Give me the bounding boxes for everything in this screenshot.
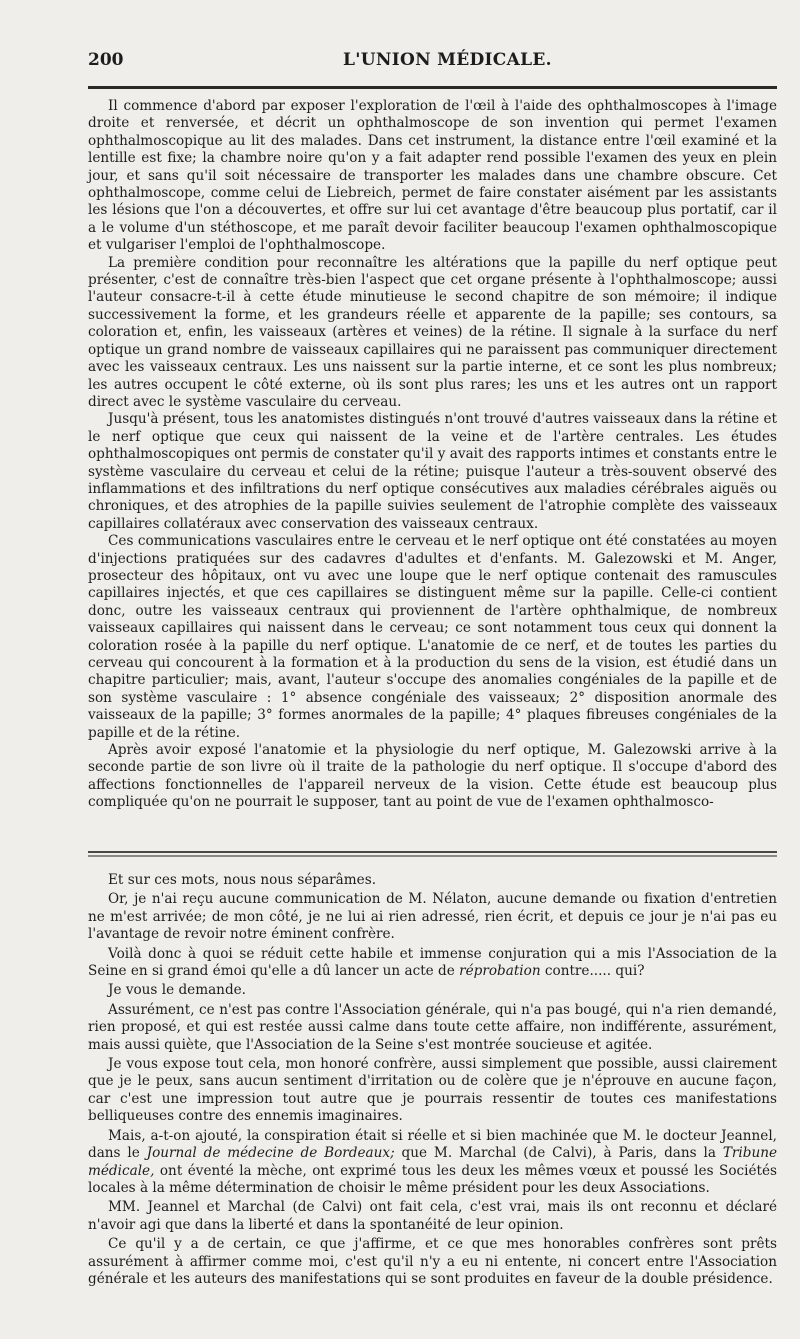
- review-paragraph: Jusqu'à présent, tous les anatomistes distingués n'ont trouvé d'autres vaisseaux dans la rétine et le nerf optique que ceux qui naissent de la veine et de l'artère centrales. Les études ophthalmoscopiques ont permis de constater qu'il y avait des rapports intimes et constants entre le système vasculaire du cerveau et celui de la rétine; puisque l'auteur a très-souvent observé des inflammations et des infiltrations du nerf optique consécutives aux maladies cérébrales aiguës ou chroniques, et des atrophies de la papille suivies seulement de l'atrophie complète des vaisseaux capillaires collatéraux avec conservation des vaisseaux centraux.: [88, 411, 777, 532]
- header-rule: [88, 86, 777, 89]
- review-paragraph: Après avoir exposé l'anatomie et la physiologie du nerf optique, M. Galezowski arrive à la seconde partie de son livre où il traite de la pathologie du nerf optique. Il s'occupe d'abord des affections fonctionnelles de l'appareil nerveux de la vision. Cette étude est beaucoup plus compliquée qu'on ne pourrait le supposer, tant au point de vue de l'examen ophthalmosco-: [88, 742, 777, 811]
- page-header: [88, 50, 777, 78]
- review-paragraph: Ces communications vasculaires entre le cerveau et le nerf optique ont été constatées au moyen d'injections pratiquées sur des cadavres d'adultes et d'enfants. M. Galezowski et M. Anger, prosecteur des hôpitaux, ont vu avec une loupe que le nerf optique contenait des ramuscules capillaires injectés, et que ces capillaires se distinguent même sur la papille. Celle-ci contient donc, outre les vaisseaux centraux qui proviennent de l'artère ophthalmique, de nombreux vaisseaux capillaires qui naissent dans le cerveau; ce sont notamment tous ceux qui donnent la coloration rosée à la papille du nerf optique. L'anatomie de ce nerf, et de toutes les parties du cerveau qui concourent à la formation et à la production du sens de la vision, est étudié dans un chapitre particulier; mais, avant, l'auteur s'occupe des anomalies congéniales de la papille et de son système vasculaire : 1° absence congéniale des vaisseaux; 2° disposition anormale des vaisseaux de la papille; 3° formes anormales de la papille; 4° plaques fibreuses congéniales de la papille et de la rétine.: [88, 533, 777, 741]
- review-section: [88, 98, 777, 812]
- letter-paragraph: Et sur ces mots, nous nous séparâmes.: [108, 872, 377, 888]
- review-paragraph: Il commence d'abord par exposer l'exploration de l'œil à l'aide des ophthalmoscopes à l'image droite et renversée, et décrit un ophthalmoscope de son invention qui permet l'examen ophthalmoscopique au lit des malades. Dans cet instrument, la distance entre l'œil examiné et la lentille est fixe; la chambre noire qu'on y a fait adapter rend possible l'examen des yeux en plein jour, et sans qu'il soit nécessaire de transporter les malades dans une chambre obscure. Cet ophthalmoscope, comme celui de Liebreich, permet de faire constater aisément par les assistants les lésions que l'on a découvertes, et offre sur lui cet avantage d'être beaucoup plus portatif, car il a le volume d'un stéthoscope, et me paraît devoir faciliter beaucoup l'examen ophthalmoscopique et vulgariser l'emploi de l'ophthalmoscope.: [88, 98, 777, 254]
- letter-paragraph: Ce qu'il y a de certain, ce que j'affirme, et ce que mes honorables confrères sont prêts assurément à affirmer comme moi, c'est qu'il n'y a eu ni entente, ni concert entre l'Association générale et les auteurs des manifestations qui se sont produites en faveur de la double présidence.: [88, 1236, 777, 1287]
- section-divider: [88, 851, 777, 853]
- letter-paragraph: Je vous le demande.: [108, 982, 247, 999]
- letter-paragraph: Je vous expose tout cela, mon honoré confrère, aussi simplement que possible, aussi clairement que je le peux, sans aucun sentiment d'irritation ou de colère que je n'éprouve en aucune façon, car c'est une impression tout autre que je pourrais ressentir de toutes ces manifestations belliqueuses contre des ennemis imaginaires.: [88, 1056, 777, 1125]
- text-run: que M. Marchal (de Calvi), à Paris, dans la: [394, 1145, 723, 1162]
- letter-paragraph: [88, 946, 777, 981]
- text-run: Mais, a-t-on ajouté, la conspiration était si réelle et si bien machinée que M. le docteur Jeannel, dans le: [88, 1127, 777, 1162]
- text-run: Voilà donc à quoi se réduit cette habile et immense conjuration qui a mis l'Association de la Seine en si grand émoi qu'elle a dû lancer un acte de: [88, 945, 777, 980]
- letter-paragraph: MM. Jeannel et Marchal (de Calvi) ont fait cela, c'est vrai, mais ils ont reconnu et déclaré n'avoir agi que dans la liberté et dans la spontanéité de leur opinion.: [88, 1199, 777, 1233]
- letter-paragraph: Or, je n'ai reçu aucune communication de M. Nélaton, aucune demande ou fixation d'entretien ne m'est arrivée; de mon côté, je ne lui ai rien adressé, rien écrit, et depuis ce jour je n'ai pas eu l'avantage de revoir notre éminent confrère.: [88, 891, 777, 943]
- review-paragraph: La première condition pour reconnaître les altérations que la papille du nerf optique peut présenter, c'est de connaître très-bien l'aspect que cet organe présente à l'ophthalmoscope; aussi l'auteur consacre-t-il à cette étude minutieuse le second chapitre de son mémoire; il indique successivement la forme, et les grandeurs réelle et apparente de la papille; ses contours, sa coloration et, enfin, les vaisseaux (artères et veines) de la rétine. Il signale à la surface du nerf optique un grand nombre de vaisseaux capillaires qui ne paraissent pas communiquer directement avec les vaisseaux centraux. Les uns naissent sur la partie interne, et ce sont les plus nombreux; les autres occupent le côté externe, où ils sont plus rares; les uns et les autres ont un rapport direct avec le système vasculaire du cerveau.: [88, 254, 777, 410]
- running-title: L'UNION MÉDICALE.: [343, 50, 552, 70]
- letter-section: [88, 872, 777, 1290]
- page-number: 200: [88, 50, 124, 70]
- journal-title: Tribune médicale,: [88, 1145, 777, 1179]
- journal-title: Journal de médecine de Bordeaux;: [146, 1145, 395, 1162]
- text-run: ont éventé la mèche, ont exprimé tous les deux les mêmes vœux et poussé les Sociétés locales à la même détermination de choisir le même président pour les deux Associations.: [88, 1162, 777, 1196]
- text-run: contre..... qui?: [540, 963, 645, 980]
- letter-paragraph: [88, 1128, 777, 1198]
- emphasized-word: réprobation: [459, 963, 541, 980]
- letter-paragraph: Assurément, ce n'est pas contre l'Association générale, qui n'a pas bougé, qui n'a rien demandé, rien proposé, et qui est restée aussi calme dans toute cette affaire, non indifférente, assurément, mais aussi quiète, que l'Association de la Seine s'est montrée soucieuse et agitée.: [88, 1001, 777, 1053]
